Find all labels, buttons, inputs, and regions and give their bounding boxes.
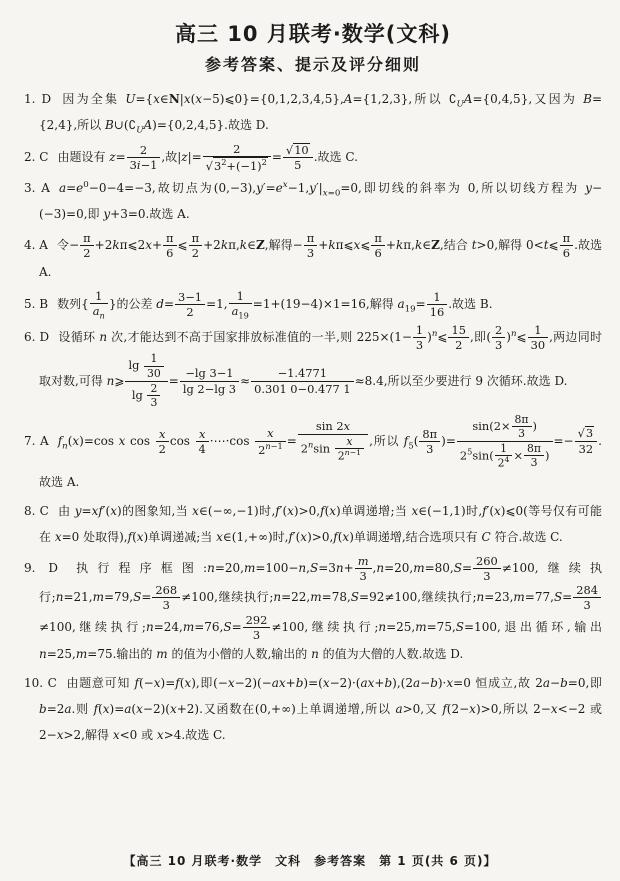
answer-item	[24, 289, 602, 320]
answer-item	[24, 142, 602, 174]
answer-item	[24, 554, 602, 668]
answer-number: 7. A	[24, 433, 49, 448]
answer-content: $a=e^0-0-4=-3$,故切点为$(0,-3),y'=e^x-1,y'|_{x=0}=0$,即切线的斜率为 0,所以切线方程为 y−(−3)=0,即 y+3=0.故选 A.	[39, 180, 602, 222]
answer-list	[24, 87, 602, 748]
answer-number: 9. D	[24, 560, 59, 575]
answer-content: 设循环 n 次,才能达到不高于国家排放标准值的一半,则 225×(1− $\frac{1}{3}$ )$^n$⩽ $\frac{15}{2}$ ,即( $\frac{2}{3}$ )$^n$⩽ $\frac{1}{30}$ ,两边同时取对数,可得 n⩾ lg $\frac{1}{30}$ lg $\frac{2}{3}$ = $\frac{-\lg 3-1}{\lg 2-\lg 3}$ ≈ $\frac{-1.4771}{0.301 0-0.477 1}$ ≈8.4,所以至少要进行 9 次循环.故选 D.	[39, 322, 602, 410]
answer-number: 5. B	[24, 297, 49, 312]
answer-item	[24, 323, 602, 410]
answer-item	[24, 499, 602, 551]
answer-number: 8. C	[24, 504, 49, 519]
answer-number: 2. C	[24, 149, 49, 164]
answer-content: 令− $\frac{\pi}{2}$ +2kπ⩽2x+ $\frac{\pi}{6}$ ⩽ $\frac{\pi}{2}$ +2kπ,k∈Z,解得− $\frac{\pi}{3}$ +kπ⩽x⩽ $\frac{\pi}{6}$ +kπ,k∈Z,结合 t>0,解得 0<t⩽ $\frac{\pi}{6}$ .故选 A.	[39, 230, 602, 280]
answer-number: 4. A	[24, 238, 48, 253]
answer-content: 执行程序框图:n=20,m=100−n,S=3n+ $\frac{m}{3}$ ,n=20,m=80,S= $\frac{260}{3}$ ≠100,继续执行;n=21,m=79,S= $\frac{268}{3}$ ≠100,继续执行;n=22,m=78,S=92≠100,继续执行;n=23,m=77,S= $\frac{284}{3}$ ≠100,继续执行;n=24,m=76,S= $\frac{292}{3}$ ≠100,继续执行;n=25,m=75,S=100,退出循环,输出 n=25,m=75.输出的 m 的值为小僧的人数,输出的 n 的值为大僧的人数.故选 D.	[39, 553, 602, 662]
answer-content: 由 y=xf′(x)的图象知,当 x∈(−∞,−1)时,f′(x)>0,f(x)单调递增;当 x∈(−1,1)时,f′(x)⩽0(等号仅有可能在 x=0 处取得),f(x)单调递减;当 x∈(1,+∞)时,f′(x)>0,f(x)单调递增,结合选项只有 C 符合.故选 C.	[39, 504, 603, 544]
answer-content: 由题设有 z= $\frac{2}{3i-1}$ ,故|z|= $\frac{2}{√3^2+(-1)^2}$ = $\frac{√10}{5}$ .故选 C.	[57, 141, 358, 173]
page-subtitle: 参考答案、提示及评分细则	[204, 55, 421, 74]
answer-item	[24, 413, 602, 497]
answer-content: $f_n(x)=\cos$ x cos $\frac{x}{2}$ cos $\frac{x}{4}$ ·⋯·cos $\frac{x}{2^{n-1}}$ = sin 2x 2$^n$sin $\frac{x}{2^{n-1}}$ ,所以 $f_5$( $\frac{8\pi}{3}$ )= sin(2× $\frac{8\pi}{3}$ ) $2^5\sin$( $\frac{1}{2^4}$ × $\frac{8\pi}{3}$ ) =− $\frac{√3}{32}$ .故选 A.	[39, 412, 602, 490]
answer-content: 由题意可知 f(−x)=f(x),即(−x−2)(−ax+b)=(x−2)·(ax+b),(2a−b)·x=0 恒成立,故 2a−b=0,即 b=2a.则 f(x)=a(x−2)(x+2).又函数在(0,+∞)上单调递增,所以 a>0,又 f(2−x)>0,所以 2−x<−2 或 2−x>2,解得 x<0 或 x>4.故选 C.	[39, 676, 603, 742]
answer-item	[24, 87, 602, 139]
answer-number: 1. D	[24, 92, 52, 106]
answer-item	[24, 231, 602, 286]
answer-number: 6. D	[24, 330, 50, 345]
answer-item	[24, 671, 602, 748]
answer-item	[24, 176, 602, 228]
answer-number: 3. A	[24, 181, 50, 196]
answer-content: 数列{ $\frac{1}{a_n}$ }的公差 d= $\frac{3-1}{2}$ =1, $\frac{1}{a_{19}}$ =1+(19−4)×1=16,解得 $a_{19}=$ $\frac{1}{16}$ .故选 B.	[57, 289, 493, 321]
page-footer: 【高三 10 月联考·数学 文科 参考答案 第 1 页(共 6 页)】	[123, 854, 497, 868]
page-title: 高三 10 月联考·数学(文科)	[174, 22, 452, 46]
answer-content: 因为全集 U={x∈N|x(x−5)⩽0}={0,1,2,3,4,5},A={1,2,3},所以 $∁_UA=\{0,4,5\}$,又因为 B={2,4},所以 $B\cup(∁_UA)=\{0,2,4,5\}$.故选 D.	[39, 92, 602, 136]
answer-number: 10. C	[24, 676, 57, 690]
